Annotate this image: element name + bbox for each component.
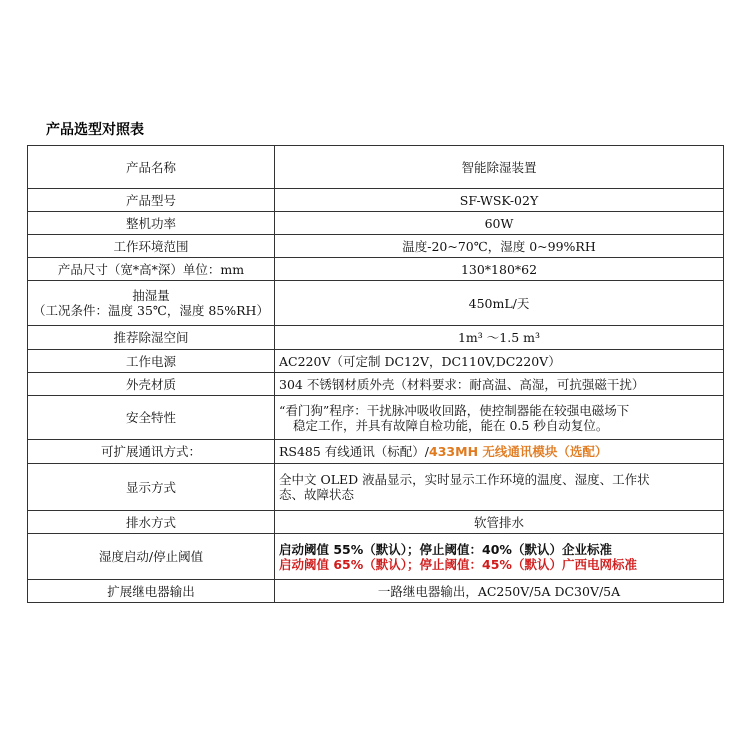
safety-line-2: 稳定工作，并具有故障自检功能，能在 0.5 秒自动复位。 [293, 417, 609, 433]
header-value: 智能除湿装置 [275, 146, 724, 189]
table-row-power [28, 212, 724, 235]
power-label: 整机功率 [28, 212, 275, 235]
space-label: 推荐除湿空间 [28, 326, 275, 350]
comm-label: 可扩展通讯方式： [28, 440, 275, 464]
table-row-dehumidification [28, 281, 724, 326]
dehum-label-main: 抽湿量 [132, 288, 170, 303]
table-row-safety [28, 396, 724, 440]
comm-value-standard: RS485 有线通讯（标配）/ [279, 444, 430, 459]
size-value: 130*180*62 [275, 258, 724, 281]
table-row-drain [28, 511, 724, 534]
table-row-size [28, 258, 724, 281]
header-label: 产品名称 [28, 146, 275, 189]
table-row-threshold [28, 534, 724, 580]
threshold-enterprise-standard: 启动阈值 55%（默认）；停止阈值：40%（默认）企业标准 [279, 541, 612, 557]
threshold-label: 湿度启动/停止阈值 [28, 534, 275, 580]
dehum-value: 450mL/天 [275, 281, 724, 326]
comm-value-optional: 433MH 无线通讯模块（选配） [429, 444, 608, 459]
table-row-env [28, 235, 724, 258]
shell-label: 外壳材质 [28, 373, 275, 396]
table-header-row [28, 146, 724, 189]
safety-value [275, 396, 724, 440]
supply-value: AC220V（可定制 DC12V，DC110V,DC220V） [275, 350, 724, 373]
safety-line-1: “看门狗”程序：干扰脉冲吸收回路，使控制器能在较强电磁场下 [279, 402, 630, 418]
display-value [275, 464, 724, 511]
table-row-shell [28, 373, 724, 396]
env-label: 工作环境范围 [28, 235, 275, 258]
model-value: SF-WSK-02Y [275, 189, 724, 212]
table-row-relay [28, 580, 724, 603]
display-label: 显示方式 [28, 464, 275, 511]
safety-label: 安全特性 [28, 396, 275, 440]
table-row-display [28, 464, 724, 511]
drain-label: 排水方式 [28, 511, 275, 534]
dehum-label-condition: （工况条件：温度 35℃，湿度 85%RH） [33, 303, 269, 318]
relay-label: 扩展继电器输出 [28, 580, 275, 603]
drain-value: 软管排水 [275, 511, 724, 534]
threshold-grid-standard: 启动阈值 65%（默认）；停止阈值：45%（默认）广西电网标准 [279, 556, 637, 572]
shell-value: 304 不锈钢材质外壳（材料要求：耐高温、高湿，可抗强磁干扰） [275, 373, 724, 396]
document-title: 产品选型对照表 [46, 122, 144, 138]
comm-value [275, 440, 724, 464]
display-line-1: 全中文 OLED 液晶显示，实时显示工作环境的温度、湿度、工作状 [279, 472, 650, 487]
table-row-supply [28, 350, 724, 373]
dehum-label [28, 281, 275, 326]
table-row-comm [28, 440, 724, 464]
table-row-space [28, 326, 724, 350]
display-line-2: 态、故障状态 [279, 487, 355, 502]
size-label: 产品尺寸（宽*高*深）单位：mm [28, 258, 275, 281]
product-selection-table [27, 145, 724, 603]
space-value: 1m³ ～1.5 m³ [275, 326, 724, 350]
supply-label: 工作电源 [28, 350, 275, 373]
table-row-model [28, 189, 724, 212]
env-value: 温度-20~70℃，湿度 0~99%RH [275, 235, 724, 258]
model-label: 产品型号 [28, 189, 275, 212]
relay-value: 一路继电器输出，AC250V/5A DC30V/5A [275, 580, 724, 603]
power-value: 60W [275, 212, 724, 235]
threshold-value [275, 534, 724, 580]
